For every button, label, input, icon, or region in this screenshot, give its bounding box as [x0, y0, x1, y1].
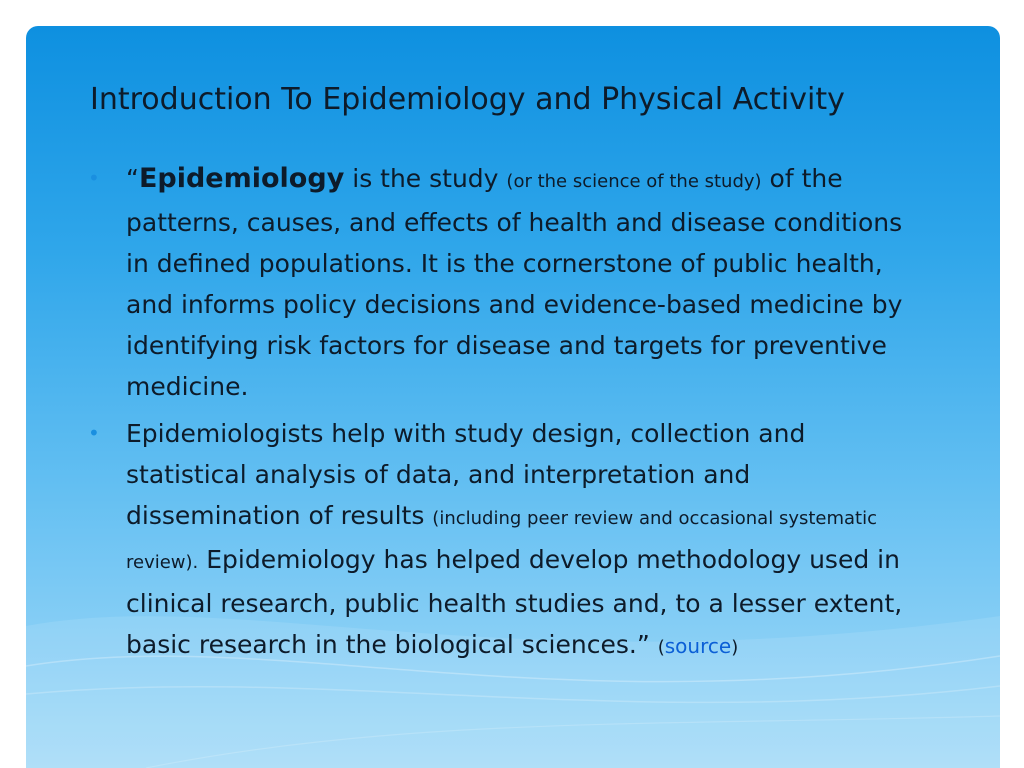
bullet-icon: • — [88, 421, 100, 445]
list-item — [88, 158, 918, 407]
slide-title: Introduction To Epidemiology and Physical Activity — [90, 82, 845, 117]
body-text: Epidemiologists help with study design, collection and statistical analysis of data, and interpretation and dissemination of results — [126, 419, 806, 530]
body-text: is the study — [344, 164, 507, 193]
body-text: of the patterns, causes, and effects of health and disease conditions in defined populations. It is the cornerstone of public health, and informs policy decisions and evidence-based medicine by identifying risk factors for disease and targets for preventive medicine. — [126, 164, 903, 401]
bullet-list — [88, 158, 918, 674]
key-term: Epidemiology — [138, 163, 345, 194]
source-paren-open: ( — [657, 637, 665, 658]
bullet-icon: • — [88, 166, 100, 190]
body-text: Epidemiology has helped develop methodology used in clinical research, public health studies and, to a lesser extent, basic research in the biological sciences.” — [126, 545, 903, 659]
open-quote: “ — [126, 164, 139, 193]
source-paren-close: ) — [731, 637, 739, 658]
source-link[interactable]: source — [664, 634, 732, 658]
parenthetical-text: (including peer review and occasional systematic review). — [126, 508, 877, 573]
list-item — [88, 413, 918, 668]
parenthetical-text: (or the science of the study) — [506, 171, 762, 192]
slide — [26, 26, 1000, 768]
